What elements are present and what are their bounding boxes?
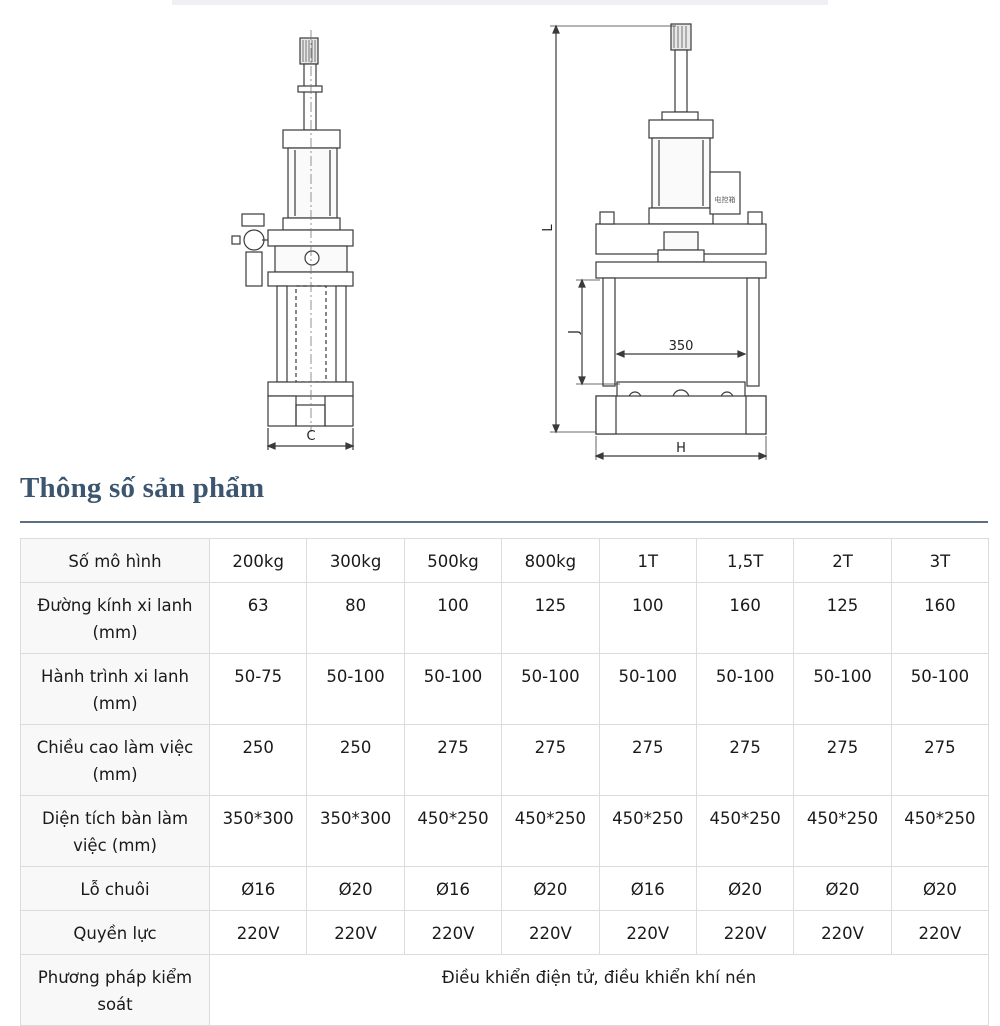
table-cell: 200kg [210, 539, 307, 583]
table-cell: 50-100 [599, 654, 696, 725]
table-cell: 50-100 [794, 654, 891, 725]
table-cell: 350*300 [210, 796, 307, 867]
table-cell: 250 [307, 725, 404, 796]
table-row [21, 796, 989, 867]
table-cell: Ø20 [794, 867, 891, 911]
table-cell: 275 [502, 725, 599, 796]
table-cell: 350*300 [307, 796, 404, 867]
table-cell: 275 [794, 725, 891, 796]
table-cell: 220V [210, 911, 307, 955]
control-method-cell: Điều khiển điện tử, điều khiển khí nén [210, 955, 989, 1026]
table-cell: 3T [891, 539, 988, 583]
table-cell: 1T [599, 539, 696, 583]
table-row [21, 911, 989, 955]
table-cell: 100 [404, 583, 501, 654]
front-view-drawing [541, 24, 766, 460]
side-view-drawing [232, 30, 353, 450]
table-cell: 125 [502, 583, 599, 654]
table-cell: 50-100 [502, 654, 599, 725]
heading-divider [20, 521, 988, 523]
table-cell: 450*250 [404, 796, 501, 867]
table-cell: 50-100 [404, 654, 501, 725]
table-cell: 220V [502, 911, 599, 955]
table-cell: 450*250 [891, 796, 988, 867]
table-cell: 220V [891, 911, 988, 955]
table-cell: 450*250 [696, 796, 793, 867]
table-cell: Ø20 [891, 867, 988, 911]
table-cell: 450*250 [794, 796, 891, 867]
row-label: Chiều cao làm việc (mm) [21, 725, 210, 796]
control-box-label: 电控箱 [714, 196, 736, 204]
base-width-label: H [676, 441, 686, 456]
table-cell: 250 [210, 725, 307, 796]
working-height-label: J [567, 330, 582, 334]
table-cell: 160 [696, 583, 793, 654]
table-cell: 100 [599, 583, 696, 654]
table-row [21, 583, 989, 654]
table-cell: 800kg [502, 539, 599, 583]
row-label: Đường kính xi lanh (mm) [21, 583, 210, 654]
table-cell: 275 [404, 725, 501, 796]
table-cell: 160 [891, 583, 988, 654]
table-cell: 275 [891, 725, 988, 796]
row-label: Số mô hình [21, 539, 210, 583]
row-label: Quyền lực [21, 911, 210, 955]
table-cell: 50-75 [210, 654, 307, 725]
side-width-label: C [306, 429, 316, 444]
table-row [21, 725, 989, 796]
table-cell: 50-100 [891, 654, 988, 725]
table-cell: 2T [794, 539, 891, 583]
row-label: Diện tích bàn làm việc (mm) [21, 796, 210, 867]
table-cell: 80 [307, 583, 404, 654]
table-cell: 450*250 [599, 796, 696, 867]
table-cell: 450*250 [502, 796, 599, 867]
table-cell: 220V [404, 911, 501, 955]
table-cell: Ø16 [599, 867, 696, 911]
table-cell: 63 [210, 583, 307, 654]
table-cell: Ø20 [696, 867, 793, 911]
table-cell: 275 [599, 725, 696, 796]
table-cell: Ø20 [502, 867, 599, 911]
row-label: Lỗ chuôi [21, 867, 210, 911]
table-row-control-method [21, 955, 989, 1026]
table-cell: Ø16 [404, 867, 501, 911]
table-cell: 50-100 [307, 654, 404, 725]
table-row [21, 539, 989, 583]
table-cell: 220V [696, 911, 793, 955]
table-cell: 125 [794, 583, 891, 654]
table-cell: 220V [599, 911, 696, 955]
table-cell: 500kg [404, 539, 501, 583]
press-technical-drawing [0, 0, 1000, 462]
table-cell: 275 [696, 725, 793, 796]
table-row [21, 654, 989, 725]
row-label: Hành trình xi lanh (mm) [21, 654, 210, 725]
table-cell: 220V [794, 911, 891, 955]
row-label: Phương pháp kiểm soát [21, 955, 210, 1026]
table-cell: Ø16 [210, 867, 307, 911]
table-cell: 50-100 [696, 654, 793, 725]
spec-table-body [21, 539, 989, 1026]
table-width-label: 350 [668, 339, 694, 354]
table-cell: 220V [307, 911, 404, 955]
table-cell: Ø20 [307, 867, 404, 911]
table-cell: 1,5T [696, 539, 793, 583]
spec-table [20, 538, 989, 1026]
section-heading: Thông số sản phẩm [20, 472, 265, 504]
overall-height-label: L [541, 224, 556, 232]
table-cell: 300kg [307, 539, 404, 583]
table-row [21, 867, 989, 911]
